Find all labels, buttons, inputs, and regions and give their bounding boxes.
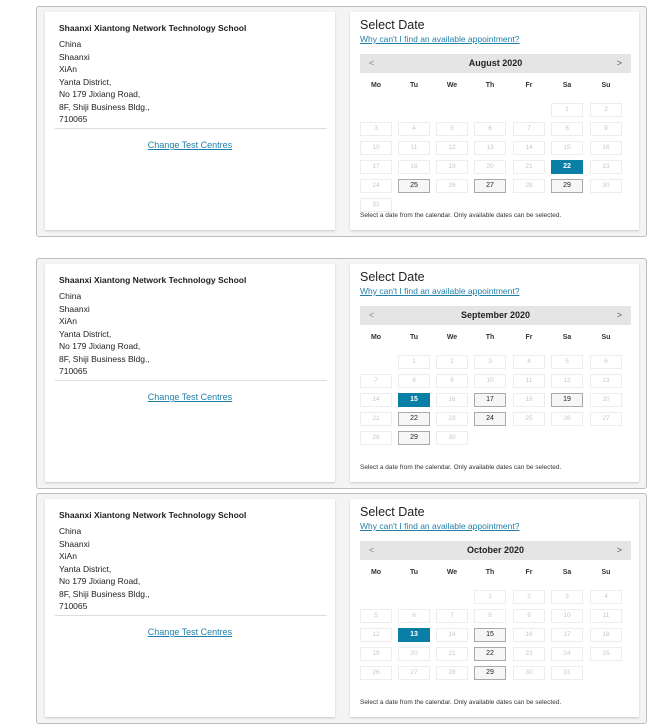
prev-month-button[interactable]: < [369, 58, 375, 68]
calendar-day: 1 [398, 355, 430, 369]
address-line: 8F, Shiji Business Bldg., [59, 353, 150, 364]
divider [55, 380, 327, 381]
calendar-day-selected[interactable]: 22 [551, 160, 583, 174]
calendar-day: 18 [398, 160, 430, 174]
select-date-card [350, 264, 639, 482]
calendar-day: 18 [590, 628, 622, 642]
calendar-header [360, 54, 631, 73]
weekday-5: Sa [562, 334, 572, 341]
calendar-day: 24 [360, 179, 392, 193]
address-line: Shaanxi [59, 538, 90, 549]
address-line: Yanta District, [59, 76, 112, 87]
help-link[interactable]: Why can't I find an available appointment? [360, 521, 520, 531]
calendar-day-available[interactable]: 25 [398, 179, 430, 193]
address-line: No 179 Jixiang Road, [59, 341, 141, 351]
calendar-month-label: August 2020 [468, 58, 523, 68]
calendar-day: 17 [360, 160, 392, 174]
calendar-day: 27 [590, 412, 622, 426]
calendar-note: Select a date from the calendar. Only available dates can be selected. [360, 464, 562, 471]
address-line: 710065 [59, 114, 88, 124]
test-centre-card [45, 12, 335, 230]
weekday-6: Su [601, 82, 611, 89]
calendar-day: 15 [551, 141, 583, 155]
address-line: Shaanxi [59, 303, 90, 314]
weekday-2: We [446, 569, 458, 576]
test-centre-address [59, 38, 150, 126]
calendar-day: 8 [551, 122, 583, 136]
calendar-day: 26 [436, 179, 468, 193]
next-month-button[interactable]: > [616, 310, 622, 320]
calendar-day: 16 [436, 393, 468, 407]
calendar-day-available[interactable]: 19 [551, 393, 583, 407]
calendar-day: 5 [551, 355, 583, 369]
address-line: China [59, 526, 82, 536]
calendar-day: 19 [360, 647, 392, 661]
calendar-day: 31 [551, 666, 583, 680]
weekday-6: Su [601, 569, 611, 576]
address-line: XiAn [59, 64, 77, 74]
calendar-day-selected[interactable]: 15 [398, 393, 430, 407]
calendar-day: 11 [513, 374, 545, 388]
weekday-1: Tu [409, 334, 419, 341]
calendar-day: 8 [398, 374, 430, 388]
calendar-day: 18 [513, 393, 545, 407]
address-line: No 179 Jixiang Road, [59, 576, 141, 586]
test-centre-name: Shaanxi Xiantong Network Technology School [59, 23, 247, 33]
appointment-panel [36, 6, 647, 237]
calendar-day: 9 [590, 122, 622, 136]
calendar-day: 5 [436, 122, 468, 136]
calendar-day-available[interactable]: 24 [474, 412, 506, 426]
calendar-day: 20 [474, 160, 506, 174]
address-line: 8F, Shiji Business Bldg., [59, 588, 150, 599]
calendar-day-available[interactable]: 29 [474, 666, 506, 680]
help-link[interactable]: Why can't I find an available appointment? [360, 286, 520, 296]
calendar-header [360, 306, 631, 325]
calendar-day: 19 [436, 160, 468, 174]
calendar-day: 12 [551, 374, 583, 388]
calendar-day: 17 [551, 628, 583, 642]
calendar-day: 7 [360, 374, 392, 388]
calendar-day: 4 [398, 122, 430, 136]
calendar-day: 21 [513, 160, 545, 174]
select-date-title: Select Date [360, 18, 425, 32]
weekday-2: We [446, 82, 458, 89]
calendar-day-available[interactable]: 15 [474, 628, 506, 642]
calendar-day: 11 [398, 141, 430, 155]
test-centre-card [45, 499, 335, 717]
calendar-day: 28 [436, 666, 468, 680]
calendar-day: 6 [398, 609, 430, 623]
test-centre-card [45, 264, 335, 482]
appointment-panel [36, 493, 647, 724]
address-line: Shaanxi [59, 51, 90, 62]
address-line: Yanta District, [59, 563, 112, 574]
weekday-4: Fr [525, 569, 533, 576]
help-link[interactable]: Why can't I find an available appointment? [360, 34, 520, 44]
weekday-4: Fr [525, 82, 533, 89]
calendar-day: 13 [474, 141, 506, 155]
weekday-0: Mo [370, 334, 382, 341]
next-month-button[interactable]: > [616, 545, 622, 555]
change-test-centres-link[interactable]: Change Test Centres [147, 140, 233, 150]
change-test-centres-link[interactable]: Change Test Centres [147, 627, 233, 637]
weekday-6: Su [601, 334, 611, 341]
calendar-day: 31 [360, 198, 392, 212]
calendar-day: 6 [474, 122, 506, 136]
calendar-day: 9 [436, 374, 468, 388]
calendar-day: 25 [513, 412, 545, 426]
weekday-1: Tu [409, 569, 419, 576]
calendar-day: 16 [513, 628, 545, 642]
test-centre-name: Shaanxi Xiantong Network Technology School [59, 275, 247, 285]
calendar-day: 12 [360, 628, 392, 642]
address-line: No 179 Jixiang Road, [59, 89, 141, 99]
prev-month-button[interactable]: < [369, 545, 375, 555]
calendar-day: 16 [590, 141, 622, 155]
address-line: 8F, Shiji Business Bldg., [59, 101, 150, 112]
calendar-day: 7 [436, 609, 468, 623]
address-line: 710065 [59, 366, 88, 376]
calendar-day: 3 [360, 122, 392, 136]
calendar-day: 2 [590, 103, 622, 117]
calendar-day: 23 [513, 647, 545, 661]
calendar-day: 10 [551, 609, 583, 623]
select-date-title: Select Date [360, 505, 425, 519]
calendar-month-label: October 2020 [466, 545, 525, 555]
address-line: 710065 [59, 601, 88, 611]
address-line: China [59, 291, 82, 301]
divider [55, 128, 327, 129]
calendar-day: 21 [436, 647, 468, 661]
calendar-day-available[interactable]: 22 [474, 647, 506, 661]
calendar-day: 9 [513, 609, 545, 623]
calendar-day: 27 [398, 666, 430, 680]
test-centre-name: Shaanxi Xiantong Network Technology School [59, 510, 247, 520]
calendar-day: 2 [436, 355, 468, 369]
calendar-day: 10 [474, 374, 506, 388]
weekday-5: Sa [562, 82, 572, 89]
calendar-note: Select a date from the calendar. Only available dates can be selected. [360, 699, 562, 706]
calendar-header [360, 541, 631, 560]
calendar-day: 3 [474, 355, 506, 369]
calendar-day-available[interactable]: 29 [551, 179, 583, 193]
calendar-day: 6 [590, 355, 622, 369]
calendar-day: 10 [360, 141, 392, 155]
calendar-day: 28 [360, 431, 392, 445]
select-date-card [350, 499, 639, 717]
weekday-4: Fr [525, 334, 533, 341]
weekday-0: Mo [370, 82, 382, 89]
calendar-day: 13 [590, 374, 622, 388]
address-line: China [59, 39, 82, 49]
calendar-day: 7 [513, 122, 545, 136]
weekday-0: Mo [370, 569, 382, 576]
calendar-day: 14 [513, 141, 545, 155]
calendar-day: 26 [360, 666, 392, 680]
weekday-5: Sa [562, 569, 572, 576]
calendar-day-available[interactable]: 17 [474, 393, 506, 407]
weekday-3: Th [485, 82, 495, 89]
weekday-2: We [446, 334, 458, 341]
calendar-day: 2 [513, 590, 545, 604]
change-test-centres-link[interactable]: Change Test Centres [147, 392, 233, 402]
calendar-day: 20 [398, 647, 430, 661]
address-line: Yanta District, [59, 328, 112, 339]
calendar-day: 1 [551, 103, 583, 117]
select-date-title: Select Date [360, 270, 425, 284]
calendar-day: 5 [360, 609, 392, 623]
calendar-day: 24 [551, 647, 583, 661]
calendar-day-selected[interactable]: 13 [398, 628, 430, 642]
calendar-day-available[interactable]: 22 [398, 412, 430, 426]
calendar-day: 1 [474, 590, 506, 604]
next-month-button[interactable]: > [616, 58, 622, 68]
prev-month-button[interactable]: < [369, 310, 375, 320]
calendar-day: 23 [436, 412, 468, 426]
calendar-day: 30 [436, 431, 468, 445]
calendar-day: 21 [360, 412, 392, 426]
calendar-day: 4 [513, 355, 545, 369]
calendar-day: 30 [513, 666, 545, 680]
calendar-day: 14 [436, 628, 468, 642]
calendar-day: 12 [436, 141, 468, 155]
address-line: XiAn [59, 551, 77, 561]
calendar-note: Select a date from the calendar. Only available dates can be selected. [360, 212, 562, 219]
calendar-day: 14 [360, 393, 392, 407]
calendar-day: 20 [590, 393, 622, 407]
calendar-day-available[interactable]: 27 [474, 179, 506, 193]
weekday-3: Th [485, 334, 495, 341]
select-date-card [350, 12, 639, 230]
weekday-3: Th [485, 569, 495, 576]
calendar-month-label: September 2020 [460, 310, 531, 320]
weekday-1: Tu [409, 82, 419, 89]
address-line: XiAn [59, 316, 77, 326]
calendar-day: 3 [551, 590, 583, 604]
test-centre-address [59, 525, 150, 613]
calendar-day: 4 [590, 590, 622, 604]
appointment-panel [36, 258, 647, 489]
calendar-day: 23 [590, 160, 622, 174]
calendar-day: 25 [590, 647, 622, 661]
calendar-day: 30 [590, 179, 622, 193]
test-centre-address [59, 290, 150, 378]
calendar-day: 8 [474, 609, 506, 623]
divider [55, 615, 327, 616]
calendar-day: 28 [513, 179, 545, 193]
calendar-day-available[interactable]: 29 [398, 431, 430, 445]
calendar-day: 11 [590, 609, 622, 623]
calendar-day: 26 [551, 412, 583, 426]
